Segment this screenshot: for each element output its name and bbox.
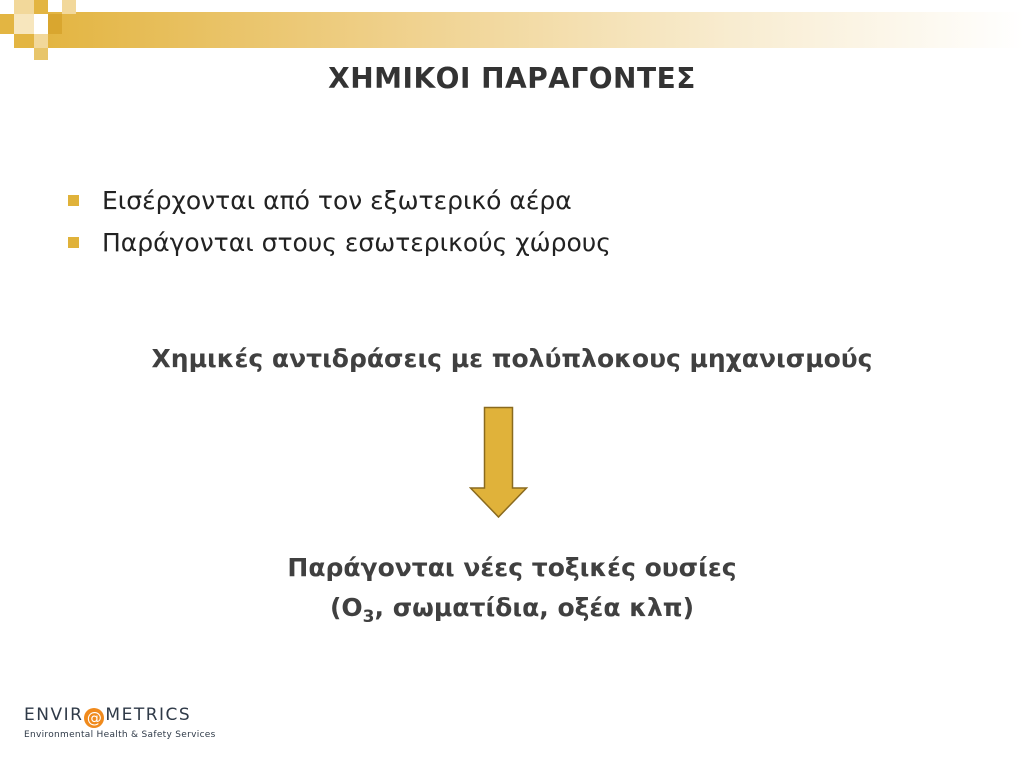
bullet-text: Παράγονται στους εσωτερικούς χώρους — [102, 228, 611, 257]
square-bullet-icon — [68, 195, 79, 206]
decor-square — [14, 0, 34, 14]
result-line-1: Παράγονται νέες τοξικές ουσίες — [287, 553, 737, 582]
header-band — [48, 12, 1024, 48]
logo-word-right: METRICS — [105, 705, 192, 725]
decor-square — [14, 34, 34, 48]
down-arrow-icon — [469, 406, 529, 520]
decor-square — [34, 34, 48, 48]
company-logo — [24, 700, 224, 748]
square-bullet-icon — [68, 237, 79, 248]
decor-square — [0, 14, 14, 34]
slide-title: ΧΗΜΙΚΟΙ ΠΑΡΑΓΟΝΤΕΣ — [328, 62, 696, 95]
decor-square — [48, 14, 62, 34]
reaction-statement: Χημικές αντιδράσεις με πολύπλοκους μηχανισμούς — [151, 344, 873, 373]
bullet-list — [64, 180, 611, 264]
logo-tagline: Environmental Health & Safety Services — [24, 730, 216, 740]
decor-square — [62, 0, 76, 14]
result-prefix: (O — [329, 593, 363, 622]
result-line-2 — [0, 588, 1024, 637]
result-subscript: 3 — [362, 607, 375, 627]
decor-square — [34, 48, 48, 60]
result-suffix: , σωματίδια, οξέα κλπ) — [374, 593, 694, 622]
down-arrow-shape — [471, 408, 527, 518]
bullet-item — [64, 180, 611, 222]
swirl-icon: @ — [84, 708, 104, 728]
logo-wordmark — [24, 705, 191, 728]
bullet-text: Εισέρχονται από τον εξωτερικό αέρα — [102, 186, 572, 215]
logo-word-left: ENVIR — [24, 705, 84, 725]
decor-square — [14, 14, 34, 34]
decor-square — [34, 0, 48, 14]
bullet-item — [64, 222, 611, 264]
result-block — [0, 548, 1024, 637]
